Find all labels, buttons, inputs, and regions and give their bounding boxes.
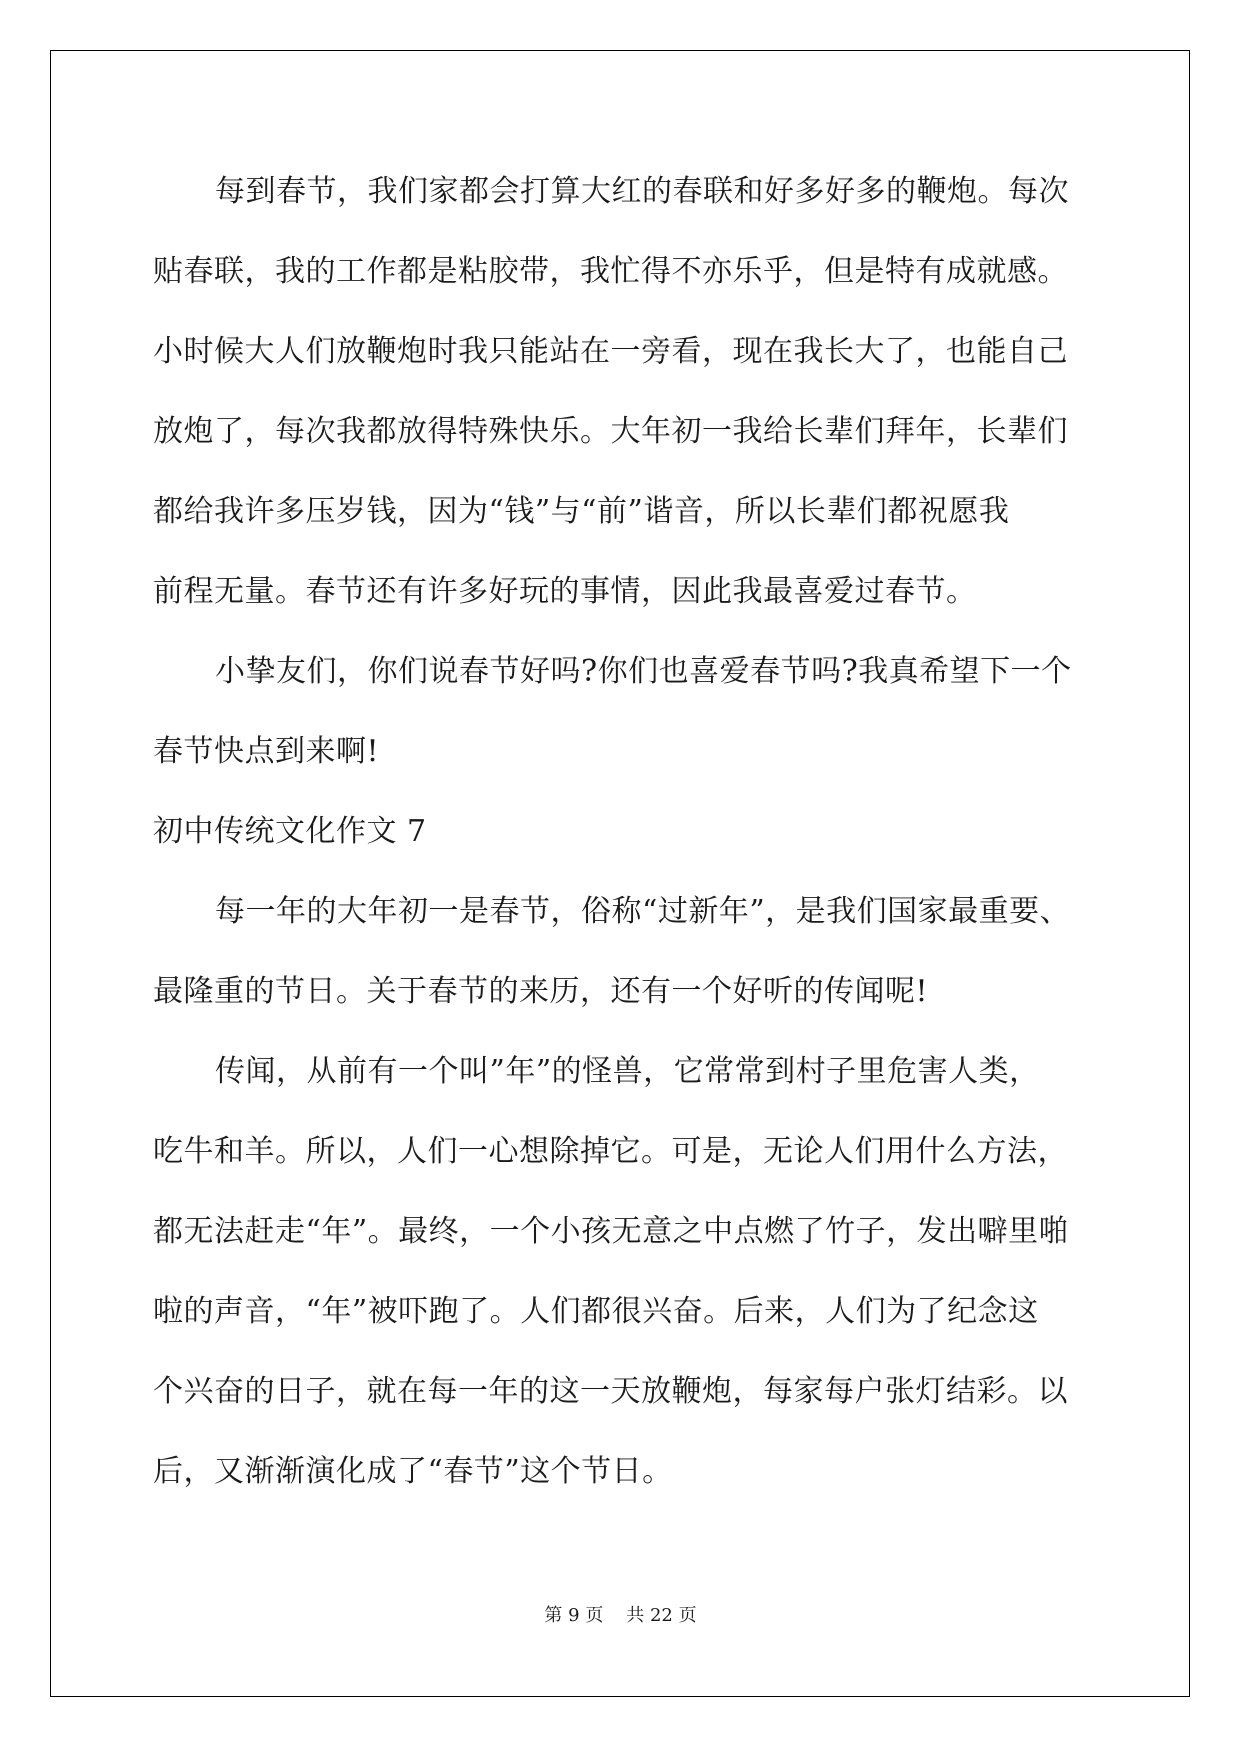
paragraph-line: 个兴奋的日子，就在每一年的这一天放鞭炮，每家每户张灯结彩。以 [153,1374,1068,1409]
paragraph-line: 都无法赶走“年”。最终，一个小孩无意之中点燃了竹子，发出噼里啪 [153,1214,1070,1249]
paragraph-line: 都给我许多压岁钱，因为“钱”与“前”谐音，所以长辈们都祝愿我 [153,494,1010,529]
paragraph-line: 啦的声音，“年”被吓跑了。人们都很兴奋。后来，人们为了纪念这 [153,1294,1039,1329]
paragraph-line: 前程无量。春节还有许多好玩的事情，因此我最喜爱过春节。 [153,574,977,609]
paragraph-line: 贴春联，我的工作都是粘胶带，我忙得不亦乐乎，但是特有成就感。 [153,254,1068,289]
page-footer [0,1604,1241,1628]
page-number: 第 9 页 [544,1605,604,1626]
total-pages: 共 22 页 [626,1605,697,1626]
paragraph-line: 小挚友们，你们说春节好吗?你们也喜爱春节吗?我真希望下一个 [215,654,1072,689]
section-heading: 初中传统文化作文 7 [153,814,427,849]
paragraph-line: 每一年的大年初一是春节，俗称“过新年”，是我们国家最重要、 [215,894,1071,929]
document-body [153,164,1093,1524]
paragraph-line: 后，又渐渐演化成了“春节”这个节日。 [153,1454,673,1489]
paragraph-line: 春节快点到来啊! [153,734,380,769]
paragraph-line: 传闻，从前有一个叫”年”的怪兽，它常常到村子里危害人类， [215,1054,1040,1089]
paragraph-line: 每到春节，我们家都会打算大红的春联和好多好多的鞭炮。每次 [215,174,1069,209]
paragraph-line: 最隆重的节日。关于春节的来历，还有一个好听的传闻呢! [153,974,929,1009]
footer-gap [603,1605,626,1626]
paragraph-line: 小时候大人们放鞭炮时我只能站在一旁看，现在我长大了，也能自己 [153,334,1068,369]
paragraph-line: 吃牛和羊。所以，人们一心想除掉它。可是，无论人们用什么方法， [153,1134,1068,1169]
paragraph-line: 放炮了，每次我都放得特殊快乐。大年初一我给长辈们拜年，长辈们 [153,414,1068,449]
